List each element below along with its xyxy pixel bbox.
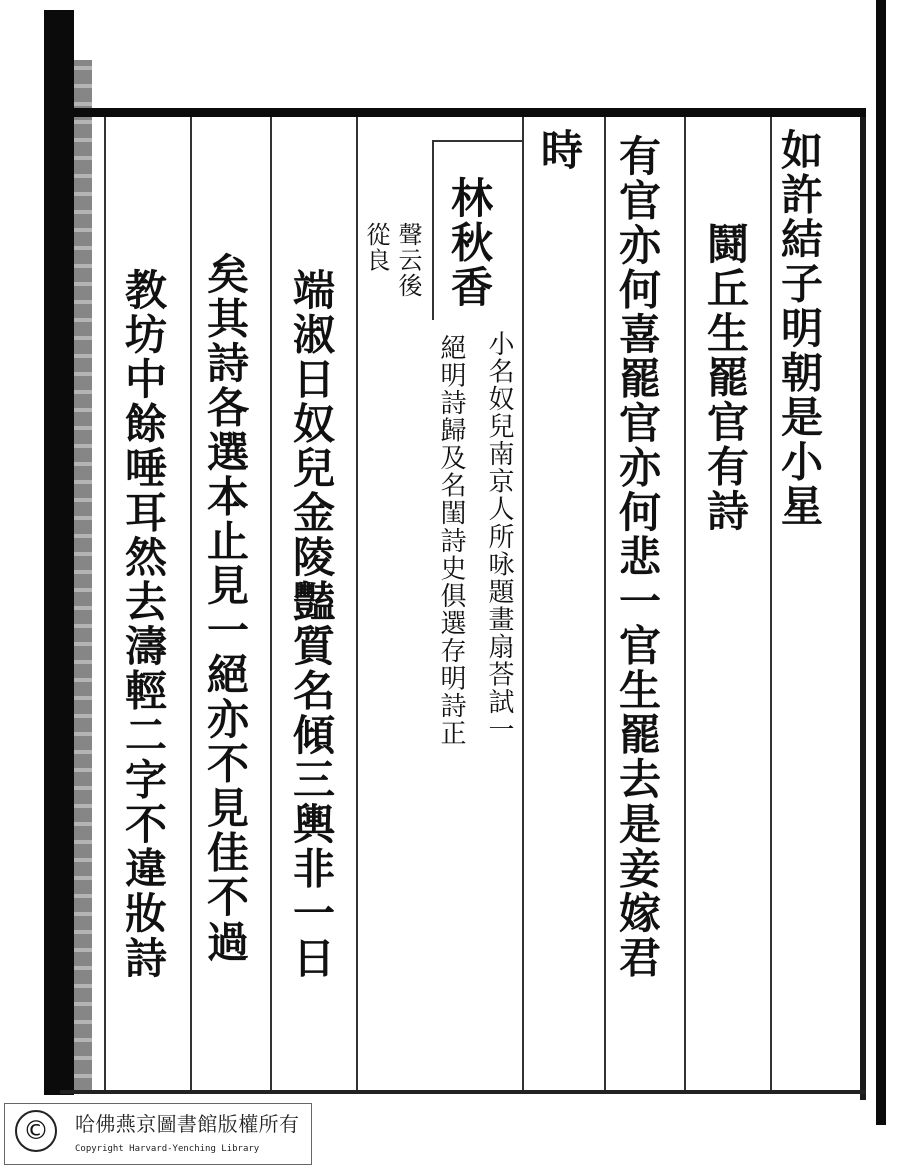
- annotation-line-2: 絕明詩歸及名閨詩史俱選存明詩正: [436, 334, 466, 748]
- column-divider: [356, 117, 358, 1090]
- copyright-icon: ©: [15, 1110, 57, 1152]
- entry-heading-name: 林秋香: [445, 176, 494, 310]
- column-divider: [270, 117, 272, 1090]
- annotation-line-1: 小名奴兒南京人所咏題畫扇荅試一: [484, 330, 514, 744]
- top-border-rule: [60, 108, 866, 117]
- text-column-6: 矣其詩各選本止見一絕亦不見佳不過: [201, 252, 250, 965]
- book-spine: [44, 10, 74, 1095]
- text-column-7: 教坊中餘唾耳然去濤輕二字不違妝詩: [119, 268, 168, 981]
- column-divider: [104, 117, 106, 1090]
- right-border-line: [860, 110, 866, 1100]
- annotation-line-3: 聲云後: [394, 222, 422, 299]
- copyright-stamp: [4, 1103, 312, 1165]
- column-divider: [604, 117, 606, 1090]
- text-column-3: 有官亦何喜罷官亦何悲一官生罷去是妾嫁君: [613, 134, 662, 980]
- column-divider: [190, 117, 192, 1090]
- copyright-chinese: 哈佛燕京圖書館版權所有: [75, 1112, 300, 1136]
- text-column-2: 鬪丘生罷官有詩: [701, 222, 750, 534]
- annotation-line-4: 從良: [362, 222, 390, 273]
- text-column-5: 端淑日奴兒金陵豔質名傾三輿非一日: [287, 268, 336, 981]
- copyright-english: Copyright Harvard-Yenching Library: [75, 1144, 260, 1154]
- spine-shadow: [74, 60, 92, 1090]
- column-divider: [684, 117, 686, 1090]
- bottom-border-rule: [60, 1090, 866, 1094]
- column-divider: [770, 117, 772, 1090]
- text-column-1: 如許結子明朝是小星: [775, 128, 824, 529]
- right-page-edge: [876, 0, 886, 1125]
- text-column-4: 時: [535, 128, 584, 173]
